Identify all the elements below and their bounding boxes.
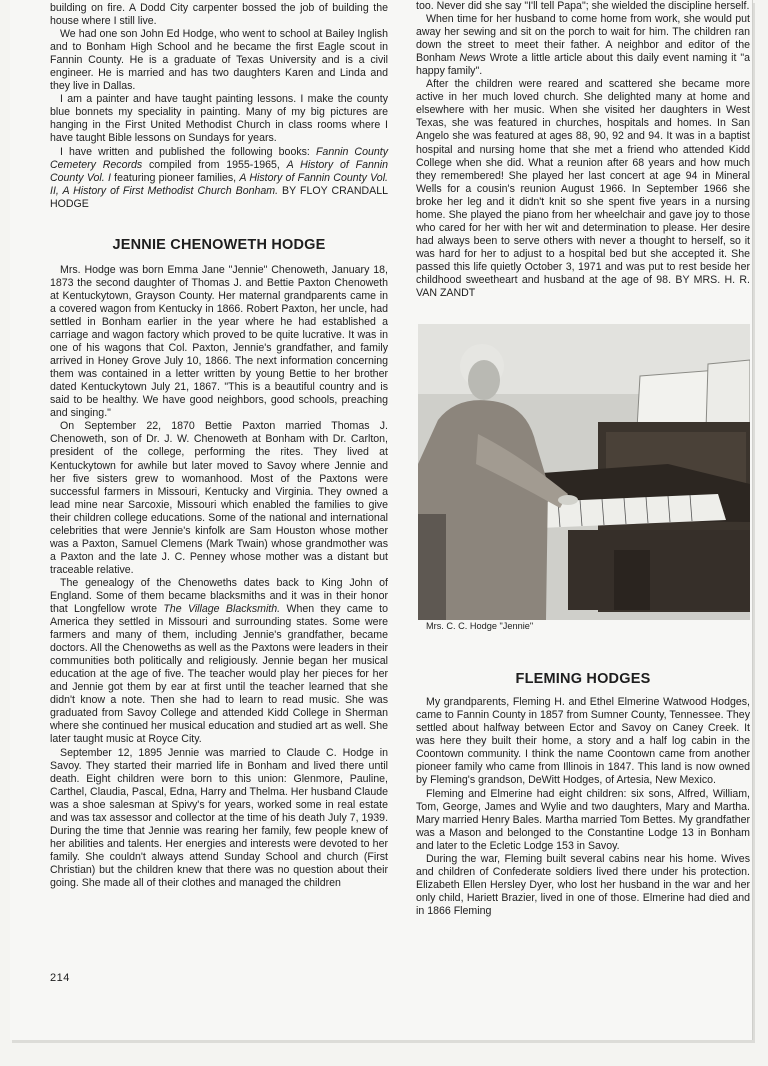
genealogy-lead: The genealogy of the Chenoweths dates back to King John of England. Some of them became blacksmiths and it was in their honor that Longfellow wrote [50, 576, 388, 616]
fleming-paragraph-3: During the war, Fleming built several cabins near his home. Wives and children of Confederate soldiers lived there under his protection. Elizabeth Ellen Hersley Dyer, who lost her husband in the war and her only child, Hariett Brazier, lived in one of those. Elmerine had died and in 1866 Fleming [416, 852, 750, 917]
intro-paragraph-1: building on fire. A Dodd City carpenter bossed the job of building the house where I still live. [50, 2, 388, 28]
photo-caption: Mrs. C. C. Hodge "Jennie" [426, 621, 534, 632]
photo-jennie-at-piano [418, 324, 750, 620]
news-rest: Wrote a little article about this daily event naming it "a happy family". [416, 52, 750, 78]
books-mid-1: compiled from 1955-1965, [142, 158, 287, 171]
books-mid-2: featuring pioneer families, [110, 171, 240, 184]
books-paragraph [50, 146, 388, 211]
fleming-paragraph-2: Fleming and Elmerine had eight children: six sons, Alfred, William, Tom, George, James and Wylie and two daughters, Mary and Martha. Mary married Henry Bales. Martha married Tom Bettes. My grandfather was a Mason and belonged to the Constantine Lodge 13 in Bonham and later to the Ecletic Lodge 153 in Savoy. [416, 787, 750, 852]
intro-paragraph-3: I am a painter and have taught painting lessons. I make the county blue bonnets my speciality in painting. Many of my big pictures are hanging in the First United Methodist Church in class rooms where I have taught Bible lessons on Sundays for years. [50, 93, 388, 145]
right-paragraph-2 [416, 13, 750, 78]
books-lead: I have written and published the following books: [60, 145, 316, 158]
genealogy-paragraph [50, 577, 388, 747]
later-life-text: After the children were reared and scattered she became more active in her much loved church. She delighted many at home and elsewhere with her music. When she visited her daughters in West Texas, she was featured in churches, hospitals and homes. In San Angelo she was featured at ages 88, 90, 92 and 94. It was in a baptist hospital and nursing home that she met a friend who attended Kidd College when she did. What a reunion after 68 years and how much they remembered! She played her last concert at age 94 in Mineral Wells for a cousin's reunion August 1966. In September 1966 she broke her leg and it didn't knit so she spent five years in a nursing home. She played the piano from her wheelchair and gave joy to those who cared for her with her wit and determination to please. Her desire had always been to serve others with never a thought to herself, so it was hard for her to adjust to a hospital bed but she accepted it. She passed this life quietly October 3, 1971 and was put to rest beside her childhood sweetheart and husband at the age of 98. [416, 78, 750, 286]
homecoming-text: When time for her husband to come home from work, she would put away her sewing and sit on the porch to wait for him. The children ran down the street to meet their father. A neighbor and editor of the Bonham [416, 13, 750, 65]
book-title-history-vol1: A History of Fannin County Vol. I [50, 158, 388, 184]
heading-jennie-chenoweth-hodge: JENNIE CHENOWETH HODGE [112, 236, 326, 253]
document-page [10, 0, 753, 1040]
byline-floy-hodge: BY FLOY CRANDALL HODGE [50, 184, 388, 210]
village-blacksmith-title: The Village Blacksmith. [163, 603, 281, 616]
book-title-history-vol2: A History of Fannin County Vol. II, A History of First Methodist Church Bonham. [50, 171, 388, 197]
right-paragraph-1: too. Never did she say "I'll tell Papa"; she wielded the discipline herself. [416, 0, 750, 12]
page-number: 214 [50, 972, 70, 984]
intro-paragraph-2: We had one son John Ed Hodge, who went to school at Bailey Inglish and to Bonham High School and he became the first Eagle scout in Fannin County. He is a graduate of Texas University and is a civil engineer. He is married and has two daughters Karen and Linda and they live in Dallas. [50, 28, 388, 93]
right-column [416, 0, 750, 918]
news-title: News [459, 52, 486, 65]
jennie-paragraph-2: On September 22, 1870 Bettie Paxton married Thomas J. Chenoweth, son of Dr. J. W. Chenoweth at Bonham with Dr. Carlton, president of the college, performing the rites. They lived at Kentuckytown for awhile but later moved to Savoy where Jennie and her five sisters grew to womanhood. Most of the Paxtons were successful farmers in Missouri, Kentucky and Virginia. They owned a lead mine near Sarcoxie, Missouri which enabled the families to give their children college educations. Some of the national and international celebrities that were Jennie's kinfolk are Sam Houston whose mother was a Paxton, Samuel Clemens (Mark Twain) whose grandmother was a Paxton and the late J. C. Penney whose mother was a distant but traceable relative. [50, 420, 388, 576]
jennie-paragraph-1: Mrs. Hodge was born Emma Jane "Jennie" Chenoweth, January 18, 1873 the second daughter of Thomas J. and Bettie Paxton Chenoweth at Kentuckytown, Grayson County. Her maternal grandparents came in a covered wagon from Kentucky in 1866. Robert Paxton, her uncle, had settled in Bonham earlier in the year where he had established a carriage and wagon factory which proved to be quite lucrative. It was in one of his wagons that Col. Paxton, Jennie's grandfather, and family arrived in Honey Grove July 10, 1866. The next information concerning them was contained in a letter written by young Bettie to her brother dated Kentuckytown July 21, 1867. "This is a beautiful country and is said to be healthy. We have good neighbors, good schools, preaching and singing." [50, 263, 388, 420]
genealogy-rest: When they came to America they settled in Missouri and surrounding states. Some were farmers and many of them, including Jennie's grandfather, became doctors. All the Chenoweths as well as the Paxtons were leaders in their communities both politically and religiously. Jennie began her musical education at the age of five. The teacher would play her pieces for her and Jennie got them by ear at first until the teacher learned that she didn't know a note. Then she had to learn to read music. She was graduated from Savoy College and attended Kidd College in Sherman where she continued her musical education and studied art as well. She later taught music at Royce City. [50, 603, 389, 746]
heading-fleming-hodges: FLEMING HODGES [515, 671, 651, 688]
marriage-paragraph: September 12, 1895 Jennie was married to Claude C. Hodge in Savoy. They started their married life in Bonham and lived there until death. Eight children were born to this union: Glenmore, Pauline, Carthel, Claudia, Pascal, Edna, Harry and Thelma. Her husband Claude was a shoe salesman at Spivy's for years, worked some in real estate and was tax assessor and collector at the time of his death July 7, 1939. During the time that Jennie was rearing her family, few people knew of her abilities and talents. Her energies and interests were devoted to her family. She couldn't always attend Sunday School and church (First Christian) but the children knew that there was no question about their going. She made all of their clothes and managed the children [50, 746, 389, 889]
left-column [50, 2, 388, 890]
fleming-paragraph-1: My grandparents, Fleming H. and Ethel Elmerine Watwood Hodges, came to Fannin County in 1857 from Sumner County, Tennessee. They settled about halfway between Ector and Savoy on Caney Creek. It was here they built their home, a story and a half log cabin in the Coontown community. I think the name Coontown came from another pioneer family who came from Illinois in 1847. This land is now owned by Fleming's grandson, DeWitt Hodges, of Artesia, New Mexico. [416, 696, 750, 787]
byline-van-zandt: BY MRS. H. R. VAN ZANDT [416, 273, 751, 300]
piano-photo-illustration [418, 324, 750, 620]
book-title-cemetery: Fannin County Cemetery Records [50, 145, 388, 171]
later-life-paragraph [416, 78, 750, 300]
